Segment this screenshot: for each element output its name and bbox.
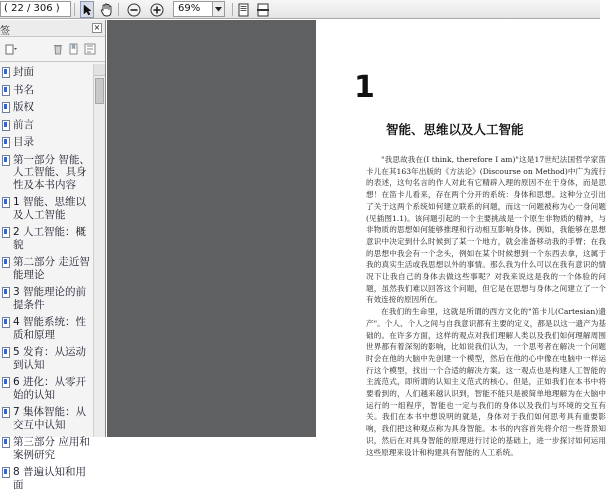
bookmark-item[interactable] xyxy=(0,82,93,100)
bookmark-item[interactable] xyxy=(0,374,93,404)
bookmark-icon xyxy=(2,317,10,328)
bookmark-icon xyxy=(2,155,10,166)
bookmark-label: 3 智能理论的前提条件 xyxy=(13,286,87,311)
document-page[interactable] xyxy=(316,20,606,457)
bookmarks-panel-title: 签 xyxy=(0,26,10,37)
bookmark-icon xyxy=(2,102,10,113)
bookmark-label: 版权 xyxy=(13,101,34,113)
zoom-out-icon[interactable] xyxy=(126,1,142,18)
toolbar-separator xyxy=(232,3,233,16)
delete-bookmark-icon[interactable] xyxy=(52,43,64,55)
bookmarks-panel-header xyxy=(0,20,105,37)
body-paragraph: "我思故我在(I think, therefore I am)"这是17世纪法国哲学家笛卡儿在其163年出版的《方法论》(Discourse on Method)中广为流行的表述，这句名言的作人对此有它精辟入理的原因不在于身体，而是思想！在笛卡儿看来，存在两个分开的系统：身体和思想。这种分立引出了关于这两个系统如何建立联系的问题，而这一问题被称为心一身问题(见插图1.1)。该问题引起的一个主要挑战是一个原生非物质的精神，与非物质的思想如何能够推理和行动相互影响身体。例如，我能够在思想意识中决定到什么时候到了某一个地方，就会准备移动我的手臂；在我的思想中我会有一个念头，例如在某个时候想到一个东西去拿，这属于我的真实生活或我思想以外的事情。那么我为什么可以在我有意识的情况下让我自己的身体去做这些事呢？对我来说这是我的一个体验的问题，虽然我们难以回答这个问题，但它是在思想与身体之间建立了一个有效连接的原因所在。 xyxy=(366,155,606,305)
bookmark-label: 目录 xyxy=(13,136,34,148)
bookmark-label: 封面 xyxy=(13,66,34,78)
zoom-dropdown-button[interactable] xyxy=(212,1,225,17)
bookmark-item[interactable] xyxy=(0,224,93,254)
bookmark-label: 7 集体智能：从交互中认知 xyxy=(13,406,87,431)
bookmark-label: 第一部分 智能、人工智能、具身性及本书内容 xyxy=(13,153,90,191)
bookmark-icon xyxy=(2,257,10,268)
bookmark-item[interactable] xyxy=(0,344,93,374)
zoom-level-field[interactable]: 69% xyxy=(173,1,213,17)
bookmark-label: 4 智能系统：性质和原理 xyxy=(13,316,87,341)
bookmark-item[interactable] xyxy=(0,194,93,224)
toolbar-separator xyxy=(74,3,75,16)
expand-bookmark-icon[interactable] xyxy=(84,43,96,55)
chapter-body xyxy=(366,154,606,458)
bookmark-icon xyxy=(2,377,10,388)
close-panel-button[interactable]: × xyxy=(93,23,101,32)
bookmark-label: 8 普遍认知和用面 xyxy=(13,466,87,491)
bookmark-item[interactable] xyxy=(0,117,93,135)
bookmark-icon xyxy=(2,227,10,238)
bookmark-label: 前言 xyxy=(13,118,34,131)
bookmark-icon xyxy=(2,137,10,148)
bookmark-icon xyxy=(2,197,10,208)
bookmark-label: 6 进化：从零开始的认知 xyxy=(13,376,87,401)
bookmark-icon xyxy=(2,85,10,96)
bookmark-icon xyxy=(2,437,10,448)
bookmarks-scrollbar[interactable] xyxy=(93,64,105,437)
chapter-title: 智能、思维以及人工智能 xyxy=(386,122,524,137)
toolbar-separator xyxy=(118,3,119,16)
bookmark-label: 第三部分 应用和案例研究 xyxy=(13,436,90,461)
scrollbar-thumb[interactable] xyxy=(95,78,104,104)
bookmark-item[interactable] xyxy=(0,404,93,434)
bookmark-options-icon[interactable] xyxy=(5,43,17,55)
body-paragraph: 在我们的生命里，这就是所谓的西方文化的"笛卡儿(Cartesian)遗产"。个人、个人之间与自我意识都有主要的定义，都是以这一遗产为基础的。在许多方面，这样的观点对我们理解人类以及我们如何理解周围世界都有着深刻的影响，比如说我们认为，一个思考者在解决一个问题时会在他的大脑中先创建一个模型，然后在他的心中像在电脑中一样运行这个模型，找出一个合适的解决方案。这一观点也是构建人工智能的主流范式，即所谓的认知主义范式的核心。但是，正如我们在本书中将要看到的，人们越来越认识到，智能不能只是被简单地理解为在大脑中运行的一组程序，智能也一定与我们的身体以及我们与环境的交互有关。我们在本书中想说明的就是，身体对于我们如何思考具有重要影响，我们把这种观点称为具身智能。本书的内容首先将介绍一些背景知识，然后在对具身智能的原理进行讨论的基础上，进一步探讨如何运用这些原理来设计和构建具有智能的人工系统。 xyxy=(366,307,606,457)
zoom-in-icon[interactable] xyxy=(149,1,165,18)
toolbar xyxy=(0,0,600,19)
hand-icon[interactable] xyxy=(98,1,114,18)
chapter-number: 1 xyxy=(354,70,375,105)
bookmark-item[interactable] xyxy=(0,152,93,195)
bookmark-label: 第二部分 走近智能理论 xyxy=(13,256,90,281)
scroll-up-button[interactable] xyxy=(94,64,105,76)
bookmark-item[interactable] xyxy=(0,64,93,82)
bookmark-icon xyxy=(2,120,10,131)
bookmarks-toolbar xyxy=(0,37,105,62)
bookmark-label: 5 发育：从运动到认知 xyxy=(13,346,87,371)
new-bookmark-icon[interactable] xyxy=(68,43,80,55)
chevron-down-icon xyxy=(215,7,222,12)
bookmark-icon xyxy=(2,67,10,78)
select-arrow-icon[interactable] xyxy=(80,1,94,18)
bookmark-icon xyxy=(2,347,10,358)
bookmark-icon xyxy=(2,467,10,478)
bookmark-item[interactable] xyxy=(0,434,93,464)
bookmarks-panel xyxy=(0,20,106,491)
fit-width-icon[interactable] xyxy=(256,1,270,18)
bookmark-label: 书名 xyxy=(13,83,34,96)
bookmark-item[interactable] xyxy=(0,284,93,314)
bookmark-icon xyxy=(2,407,10,418)
page-number-field[interactable]: ( 22 / 306 ) xyxy=(0,1,71,17)
bookmark-item[interactable] xyxy=(0,314,93,344)
bookmark-label: 1 智能、思维以及人工智能 xyxy=(13,196,87,221)
document-background xyxy=(107,20,316,437)
bookmark-item[interactable] xyxy=(0,134,93,152)
bookmark-label: 2 人工智能：概貌 xyxy=(13,226,87,251)
bookmark-item[interactable] xyxy=(0,464,93,494)
bookmarks-list xyxy=(0,64,93,494)
bookmark-item[interactable] xyxy=(0,254,93,284)
bookmark-icon xyxy=(2,287,10,298)
fit-page-icon[interactable] xyxy=(236,1,250,18)
bookmark-item[interactable] xyxy=(0,99,93,117)
